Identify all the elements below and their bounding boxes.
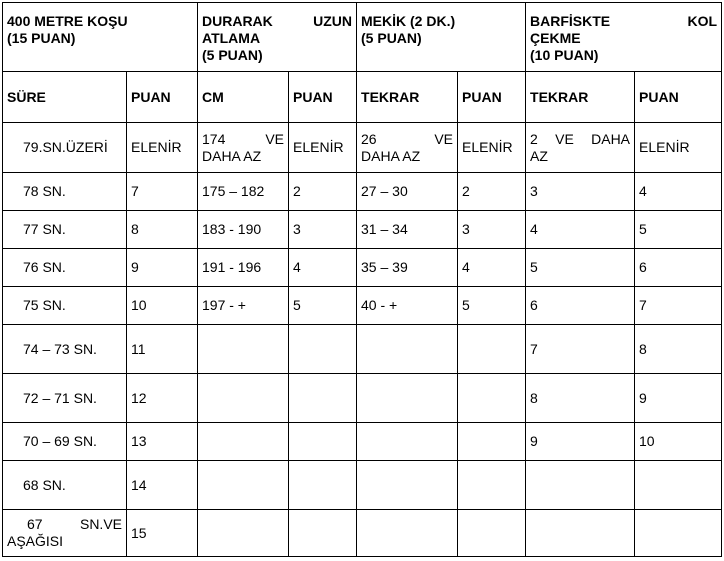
table-cell: [458, 374, 526, 423]
table-cell: [198, 423, 289, 461]
table-cell: 3: [526, 173, 635, 211]
group-situp-title: MEKİK (2 DK.): [361, 13, 456, 29]
table-row: [3, 325, 722, 374]
group-long-jump-points: (5 PUAN): [202, 47, 263, 63]
table-row: [3, 173, 722, 211]
table-cell: 7: [127, 173, 198, 211]
table-cell: [635, 461, 722, 510]
table-row: [3, 249, 722, 287]
table-cell: [458, 325, 526, 374]
table-cell: ELENİR: [635, 123, 722, 173]
table-cell: [198, 325, 289, 374]
table-row: [3, 510, 722, 557]
subheader-cell: SÜRE: [3, 72, 127, 123]
table-cell: [357, 423, 458, 461]
group-long-jump-title: [202, 13, 352, 30]
table-cell: 79.SN.ÜZERİ: [3, 123, 127, 173]
table-cell: [458, 423, 526, 461]
table-cell: [289, 461, 357, 510]
group-pullup-word1: BARFİSKTE: [530, 13, 611, 29]
table-cell: 14: [127, 461, 198, 510]
table-cell: 4: [458, 249, 526, 287]
table-cell: 35 – 39: [357, 249, 458, 287]
table-cell: [198, 461, 289, 510]
table-cell: [357, 461, 458, 510]
table-cell: 40 - +: [357, 287, 458, 325]
cell-word: 26: [361, 130, 377, 147]
table-row: [3, 461, 722, 510]
subheader-cell: TEKRAR: [357, 72, 458, 123]
group-header-row: [3, 3, 722, 72]
subheader-cell: CM: [198, 72, 289, 123]
table-cell: 6: [635, 249, 722, 287]
subheader-cell: TEKRAR: [526, 72, 635, 123]
subheader-row: [3, 72, 722, 123]
table-cell: 75 SN.: [3, 287, 127, 325]
table-cell: 72 – 71 SN.: [3, 374, 127, 423]
group-400m-title: 400 METRE KOŞU: [7, 13, 128, 29]
table-row: [3, 423, 722, 461]
table-cell: 74 – 73 SN.: [3, 325, 127, 374]
table-cell: [635, 510, 722, 557]
table-cell: [289, 510, 357, 557]
table-cell: [289, 325, 357, 374]
table-cell: 31 – 34: [357, 211, 458, 249]
subheader-cell: PUAN: [127, 72, 198, 123]
subheader-cell: PUAN: [458, 72, 526, 123]
table-cell: 5: [289, 287, 357, 325]
table-cell: [198, 510, 289, 557]
table-cell: 3: [458, 211, 526, 249]
table-cell: 9: [526, 423, 635, 461]
table-cell: [526, 461, 635, 510]
table-row: [3, 374, 722, 423]
table-cell: [357, 123, 458, 173]
table-cell: 3: [289, 211, 357, 249]
group-400m-points: (15 PUAN): [7, 30, 76, 46]
group-pullup-points: (10 PUAN): [530, 47, 599, 63]
table-cell: 76 SN.: [3, 249, 127, 287]
table-cell: [357, 374, 458, 423]
group-situp: [357, 3, 526, 72]
table-cell: [289, 374, 357, 423]
cell-word: VE: [434, 130, 454, 147]
group-pullup-title2: ÇEKME: [530, 30, 581, 46]
table-cell: 7: [635, 287, 722, 325]
table-cell: 197 - +: [198, 287, 289, 325]
table-cell: 77 SN.: [3, 211, 127, 249]
group-400m: [3, 3, 198, 72]
table-cell: 4: [635, 173, 722, 211]
group-pullup-word2: KOL: [687, 13, 718, 29]
table-cell: 13: [127, 423, 198, 461]
table-cell: 15: [127, 510, 198, 557]
group-pullup-title: [530, 13, 717, 30]
table-cell: ELENİR: [127, 123, 198, 173]
group-long-jump-title2: ATLAMA: [202, 30, 261, 46]
table-cell: 9: [127, 249, 198, 287]
cell-line: [361, 131, 453, 148]
cell-line: DAHA AZ: [361, 147, 421, 164]
table-row: [3, 211, 722, 249]
table-cell: [458, 461, 526, 510]
cell-word: 67: [27, 516, 43, 532]
group-long-jump-word1: DURARAK: [202, 13, 273, 29]
table-cell: [526, 123, 635, 173]
table-cell: 68 SN.: [3, 461, 127, 510]
table-cell: 78 SN.: [3, 173, 127, 211]
table-cell: 5: [635, 211, 722, 249]
table-cell: 10: [127, 287, 198, 325]
table-cell: 2: [458, 173, 526, 211]
table-cell: ELENİR: [458, 123, 526, 173]
table-cell: 6: [526, 287, 635, 325]
table-cell: 8: [526, 374, 635, 423]
table-cell: 191 - 196: [198, 249, 289, 287]
table-cell: 27 – 30: [357, 173, 458, 211]
table-cell: [357, 510, 458, 557]
table-cell: 4: [526, 211, 635, 249]
subheader-cell: PUAN: [289, 72, 357, 123]
cell-line: AŞAĞISI: [7, 533, 64, 549]
table-cell: 8: [127, 211, 198, 249]
table-cell: 10: [635, 423, 722, 461]
table-cell: [3, 510, 127, 557]
table-cell: [198, 374, 289, 423]
table-cell: ELENİR: [289, 123, 357, 173]
table-cell: 5: [526, 249, 635, 287]
cell-line: [202, 131, 284, 148]
table-cell: 70 – 69 SN.: [3, 423, 127, 461]
table-cell: [357, 325, 458, 374]
table-row: [3, 287, 722, 325]
cell-line: DAHA AZ: [202, 147, 262, 164]
cell-word: SN.VE: [79, 516, 122, 532]
table-cell: [198, 123, 289, 173]
table-cell: [289, 423, 357, 461]
table-cell: 175 – 182: [198, 173, 289, 211]
table-row: [3, 123, 722, 173]
table-cell: 8: [635, 325, 722, 374]
group-situp-points: (5 PUAN): [361, 30, 422, 46]
group-long-jump-word2: UZUN: [313, 13, 353, 29]
table-cell: 12: [127, 374, 198, 423]
subheader-cell: PUAN: [635, 72, 722, 123]
score-table: [2, 2, 722, 557]
group-long-jump: [198, 3, 357, 72]
cell-line: [7, 516, 122, 533]
cell-line: AZ: [530, 147, 548, 164]
table-cell: 183 - 190: [198, 211, 289, 249]
table-cell: 4: [289, 249, 357, 287]
table-cell: 5: [458, 287, 526, 325]
table-cell: [526, 510, 635, 557]
table-cell: 11: [127, 325, 198, 374]
table-cell: 9: [635, 374, 722, 423]
group-pullup: [526, 3, 722, 72]
table-cell: [458, 510, 526, 557]
cell-word: VE: [265, 130, 284, 147]
cell-word: 174: [202, 130, 226, 147]
table-cell: 7: [526, 325, 635, 374]
cell-line: 2 VE DAHA: [530, 130, 631, 147]
table-cell: 2: [289, 173, 357, 211]
